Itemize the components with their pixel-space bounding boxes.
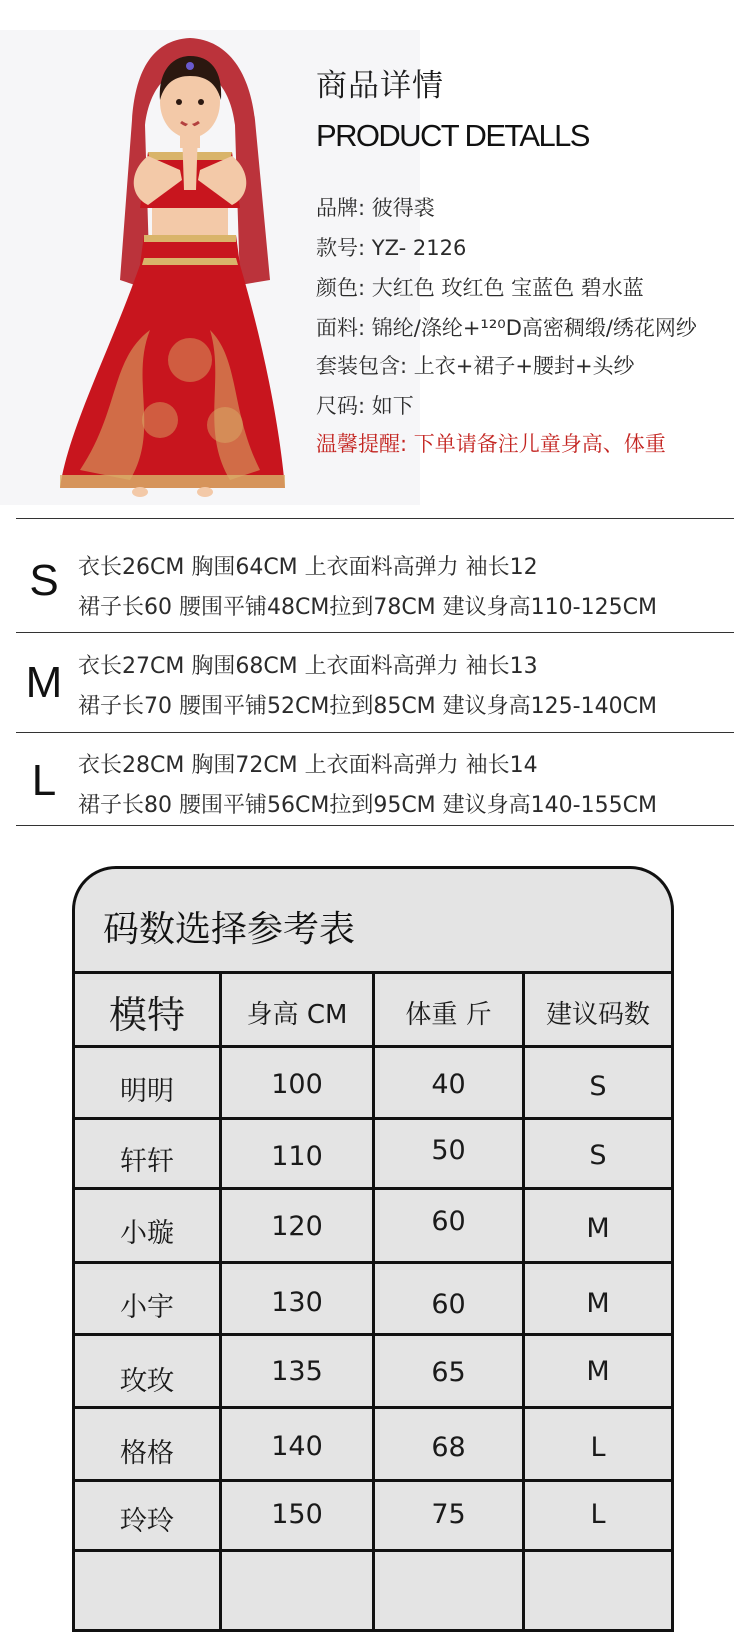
table-cell-weight: 60 — [431, 1289, 466, 1320]
size-s-line1: 衣长26CM 胸围64CM 上衣面料高弹力 袖长12 — [78, 555, 538, 580]
size-reference-table — [72, 866, 674, 1632]
table-title: 码数选择参考表 — [103, 909, 356, 950]
divider — [16, 518, 734, 519]
spec-label: 品牌 — [316, 196, 358, 220]
divider — [16, 732, 734, 733]
spec-set-contents: 套装包含: 上衣+裙子+腰封+头纱 — [316, 354, 635, 378]
spec-size: 尺码: 如下 — [316, 394, 414, 418]
table-cell-size: M — [586, 1213, 610, 1244]
table-cell-weight: 50 — [431, 1135, 466, 1166]
spec-label: 颜色 — [316, 276, 358, 300]
size-l-line1: 衣长28CM 胸围72CM 上衣面料高弹力 袖长14 — [78, 753, 538, 778]
size-l-line2: 裙子长80 腰围平铺56CM拉到95CM 建议身高140-155CM — [78, 793, 657, 818]
table-cell-size: M — [586, 1288, 610, 1319]
column-header-model: 模特 — [108, 993, 185, 1037]
spec-label: 款号 — [316, 236, 358, 260]
table-cell-weight: 60 — [431, 1206, 466, 1237]
table-cell-model: 玫玫 — [120, 1366, 174, 1397]
table-cell-height: 110 — [271, 1141, 323, 1172]
spec-color: 颜色: 大红色 玫红色 宝蓝色 碧水蓝 — [316, 276, 644, 300]
product-model-image — [40, 30, 300, 500]
table-cell-size: L — [590, 1432, 606, 1463]
table-cell-size: S — [589, 1140, 607, 1171]
table-cell-height: 140 — [271, 1431, 323, 1462]
table-cell-model: 小璇 — [120, 1218, 174, 1249]
spec-value: 大红色 玫红色 宝蓝色 碧水蓝 — [371, 276, 644, 300]
tip-label: 温馨提醒 — [316, 432, 400, 456]
spec-value: 锦纶/涤纶+¹²⁰D高密稠缎/绣花网纱 — [371, 316, 697, 340]
page-title-en: PRODUCT DETALLS — [316, 118, 589, 153]
table-cell-model: 玲玲 — [120, 1506, 174, 1537]
table-cell-size: L — [590, 1499, 606, 1530]
size-l-letter: L — [31, 756, 57, 805]
spec-value: 如下 — [371, 394, 414, 418]
spec-label: 面料 — [316, 316, 358, 340]
table-cell-weight: 65 — [431, 1357, 466, 1388]
table-cell-height: 130 — [271, 1287, 323, 1318]
spec-label: 尺码 — [316, 394, 358, 418]
table-cell-model: 明明 — [120, 1076, 174, 1107]
table-cell-model: 小宇 — [120, 1292, 174, 1323]
column-header-height: 身高 CM — [246, 1000, 348, 1030]
size-s-letter: S — [29, 556, 59, 605]
size-s-line2: 裙子长60 腰围平铺48CM拉到78CM 建议身高110-125CM — [78, 595, 657, 620]
table-cell-size: M — [586, 1356, 610, 1387]
table-cell-height: 100 — [271, 1069, 323, 1100]
table-cell-weight: 68 — [431, 1432, 466, 1463]
table-cell-weight: 75 — [431, 1499, 466, 1530]
spec-fabric: 面料: 锦纶/涤纶+¹²⁰D高密稠缎/绣花网纱 — [316, 316, 697, 340]
size-m-letter: M — [25, 658, 63, 707]
spec-style-number: 款号: YZ- 2126 — [316, 236, 467, 260]
table-cell-model: 轩轩 — [120, 1146, 174, 1177]
table-cell-model: 格格 — [120, 1438, 174, 1469]
table-cell-height: 150 — [271, 1499, 323, 1530]
spec-value: 彼得裘 — [371, 196, 435, 220]
size-m-line2: 裙子长70 腰围平铺52CM拉到85CM 建议身高125-140CM — [78, 694, 657, 719]
table-cell-height: 120 — [271, 1211, 323, 1242]
table-cell-height: 135 — [271, 1356, 323, 1387]
tip-value: 下单请备注儿童身高、体重 — [413, 432, 666, 456]
page-title-cn: 商品详情 — [316, 68, 444, 104]
spec-value: YZ- 2126 — [371, 236, 467, 260]
spec-brand: 品牌: 彼得裘 — [316, 196, 435, 220]
size-m-line1: 衣长27CM 胸围68CM 上衣面料高弹力 袖长13 — [78, 654, 538, 679]
column-header-recommended-size: 建议码数 — [545, 1000, 650, 1030]
spec-warm-tip: 温馨提醒: 下单请备注儿童身高、体重 — [316, 432, 666, 456]
table-cell-size: S — [589, 1071, 607, 1102]
column-header-weight: 体重 斤 — [405, 1000, 492, 1030]
divider — [16, 825, 734, 826]
table-cell-weight: 40 — [431, 1069, 466, 1100]
divider — [16, 632, 734, 633]
spec-label: 套装包含 — [316, 354, 400, 378]
spec-value: 上衣+裙子+腰封+头纱 — [413, 354, 635, 378]
